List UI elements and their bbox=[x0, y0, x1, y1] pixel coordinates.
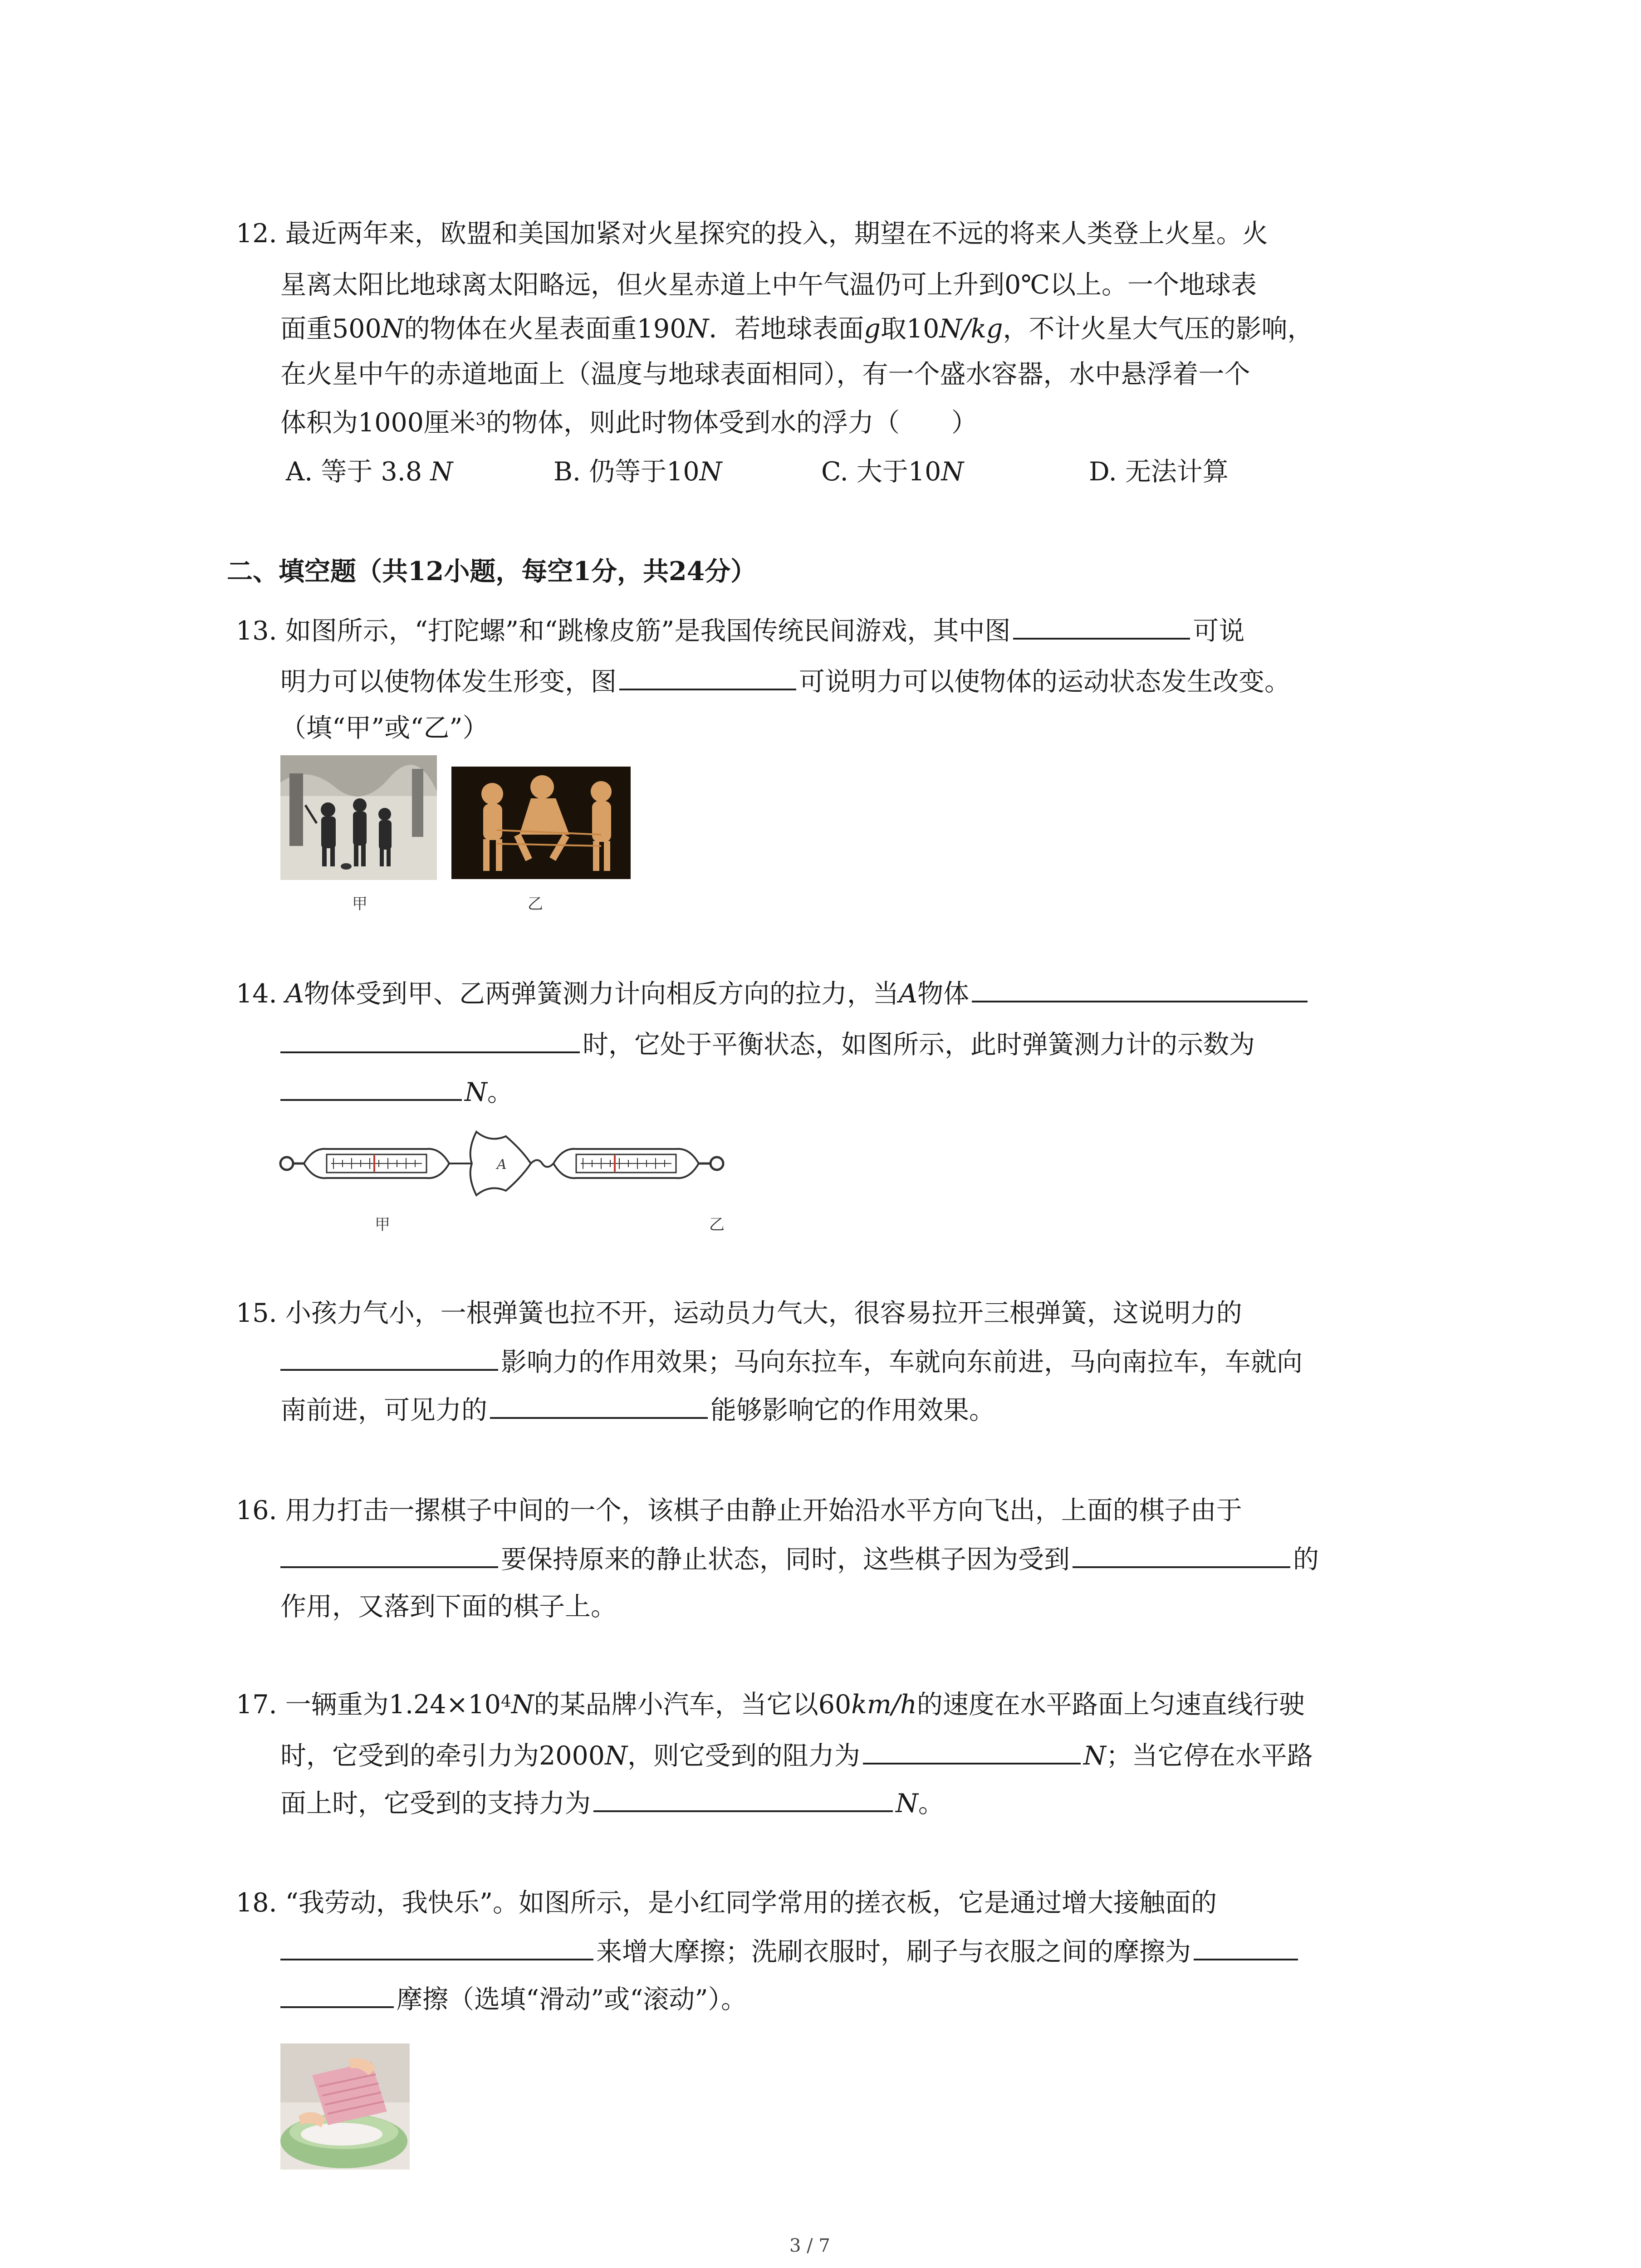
q14-line1: 14. A物体受到甲、乙两弹簧测力计向相反方向的拉力，当A物体 bbox=[236, 975, 1310, 1012]
q12-line4: 在火星中午的赤道地面上（温度与地球表面相同），有一个盛水容器，水中悬浮着一个 bbox=[280, 359, 1250, 389]
q18-line1: 18. “我劳动，我快乐”。如图所示，是小红同学常用的搓衣板，它是通过增大接触面的 bbox=[236, 1888, 1217, 1918]
page-number: 3 / 7 bbox=[789, 2235, 830, 2256]
q17-line3: 面上时，它受到的支持力为 N。 bbox=[280, 1785, 944, 1822]
q13-figure-label-yi: 乙 bbox=[528, 895, 543, 913]
q14-line3: N。 bbox=[280, 1074, 513, 1110]
q15-line3: 南前进，可见力的 能够影响它的作用效果。 bbox=[280, 1392, 995, 1428]
q13-figure-label-jia: 甲 bbox=[352, 895, 367, 913]
q14-blank-2[interactable] bbox=[280, 1026, 580, 1053]
q14-blank-1[interactable] bbox=[972, 975, 1308, 1002]
q17-line1: 17. 一辆重为$1.24\times 10^4N$的某品牌小汽车，当它以60km/h的速度在水平路面上匀速直线行驶 bbox=[236, 1690, 1305, 1720]
q12-option-a[interactable]: A. 等于 3.8 N bbox=[286, 457, 453, 487]
washboard-photo bbox=[280, 2043, 410, 2170]
q12-option-b[interactable]: B. 仍等于10N bbox=[554, 457, 722, 487]
q12-line1: 12. 最近两年来，欧盟和美国加紧对火星探究的投入，期望在不远的将来人类登上火星。火 bbox=[236, 219, 1268, 249]
q12-line2: 星离太阳比地球离太阳略远，但火星赤道上中午气温仍可上升到0℃以上。一个地球表 bbox=[280, 270, 1257, 300]
q14-line2: 时，它处于平衡状态，如图所示，此时弹簧测力计的示数为 bbox=[280, 1026, 1255, 1063]
q12-options bbox=[286, 454, 1229, 490]
rubber-band-jump-photo bbox=[451, 767, 631, 879]
q12-line5: 体积为1000厘米$^3$的物体，则此时物体受到水的浮力（ ） bbox=[280, 408, 977, 438]
q18-blank-3[interactable] bbox=[280, 1981, 394, 2008]
section-title: 二、填空题（共12小题，每空1分，共24分） bbox=[227, 556, 757, 587]
q14-figure-object-label: A bbox=[497, 1157, 507, 1173]
q15-blank-1[interactable] bbox=[280, 1344, 498, 1371]
q12-option-d[interactable]: D. 无法计算 bbox=[1089, 457, 1229, 487]
q18-blank-1[interactable] bbox=[280, 1933, 593, 1960]
q15-blank-2[interactable] bbox=[490, 1392, 708, 1419]
spring-scale-figure bbox=[277, 1123, 808, 1204]
q15-line1: 15. 小孩力气小，一根弹簧也拉不开，运动员力气大，很容易拉开三根弹簧，这说明力的 bbox=[236, 1298, 1242, 1328]
spinning-top-photo bbox=[280, 755, 437, 880]
q17-line2: 时，它受到的牵引力为2000N，则它受到的阻力为 N；当它停在水平路 bbox=[280, 1737, 1313, 1774]
q18-line3: 摩擦（选填“滑动”或“滚动”）。 bbox=[280, 1981, 747, 2018]
q13-line3: （填“甲”或“乙”） bbox=[280, 713, 489, 743]
q13-line1: 13. 如图所示，“打陀螺”和“跳橡皮筋”是我国传统民间游戏，其中图 可说 bbox=[236, 612, 1244, 649]
q16-line1: 16. 用力打击一摞棋子中间的一个，该棋子由静止开始沿水平方向飞出，上面的棋子由于 bbox=[236, 1496, 1242, 1525]
q16-blank-2[interactable] bbox=[1073, 1541, 1290, 1568]
q14-figure-label-yi: 乙 bbox=[709, 1216, 725, 1234]
q14-figure-label-jia: 甲 bbox=[375, 1216, 390, 1234]
q18-blank-2[interactable] bbox=[1194, 1933, 1298, 1960]
q14-blank-3[interactable] bbox=[280, 1074, 462, 1101]
q16-blank-1[interactable] bbox=[280, 1541, 498, 1568]
q13-blank-1[interactable] bbox=[1013, 612, 1190, 640]
q13-line2: 明力可以使物体发生形变，图 可说明力可以使物体的运动状态发生改变。 bbox=[280, 663, 1290, 700]
q17-blank-1[interactable] bbox=[863, 1737, 1081, 1765]
q15-line2: 影响力的作用效果；马向东拉车，车就向东前进，马向南拉车，车就向 bbox=[280, 1344, 1303, 1380]
q16-line3: 作用，又落到下面的棋子上。 bbox=[280, 1592, 617, 1622]
q17-blank-2[interactable] bbox=[593, 1785, 893, 1812]
q16-line2: 要保持原来的静止状态，同时，这些棋子因为受到 的 bbox=[280, 1541, 1319, 1578]
q12-line3: 面重500N的物体在火星表面重190N．若地球表面g取10N/kg，不计火星大气压的影响， bbox=[280, 314, 1313, 344]
q12-option-c[interactable]: C. 大于10N bbox=[821, 457, 964, 487]
q18-line2: 来增大摩擦；洗刷衣服时，刷子与衣服之间的摩擦为 bbox=[280, 1933, 1301, 1970]
q13-blank-2[interactable] bbox=[619, 663, 796, 690]
